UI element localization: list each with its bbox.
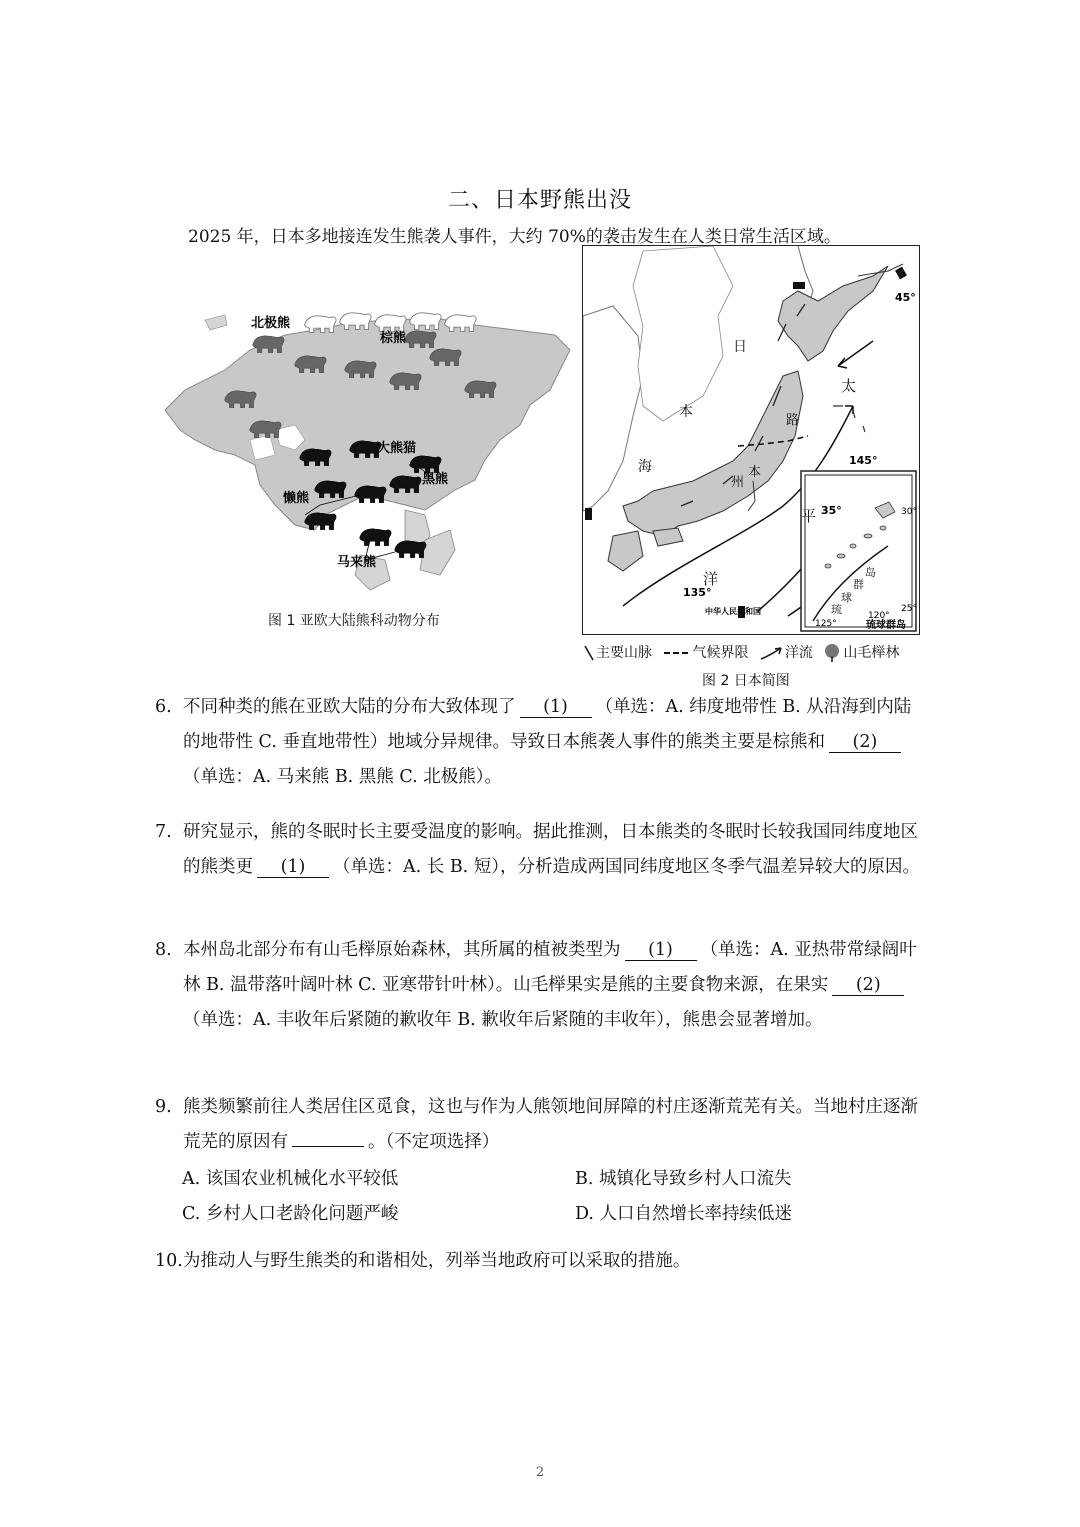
label-brown-bear: 棕熊 xyxy=(380,331,407,346)
label-ryukyu: 琉球群岛 xyxy=(866,620,906,631)
label-honshu-1: 本 xyxy=(748,465,762,480)
option-a[interactable]: A. 该国农业机械化水平较低 xyxy=(182,1169,399,1189)
mountain-icon xyxy=(582,644,596,662)
label-polar-bear: 北极熊 xyxy=(251,316,291,331)
label-sloth-bear: 懒熊 xyxy=(283,491,310,506)
label-sun-bear: 马来熊 xyxy=(337,555,377,570)
question-8 xyxy=(155,933,927,1038)
legend-current: 洋流 xyxy=(784,645,813,661)
label-lat30: 30° xyxy=(901,507,917,517)
figure2-legend xyxy=(582,642,927,664)
question-7 xyxy=(155,815,927,885)
figure2-caption: 图 2 日本简图 xyxy=(702,673,790,689)
label-lat25: 25° xyxy=(901,604,917,614)
label-lat35: 35° xyxy=(821,504,842,517)
label-black-bear: 黑熊 xyxy=(422,472,449,487)
question-text: （单选：A. 长 B. 短），分析造成两国同纬度地区冬季气温差异较大的原因。 xyxy=(333,857,921,877)
label-sea-2: 本 xyxy=(679,404,693,420)
option-c[interactable]: C. 乡村人口老龄化问题严峻 xyxy=(182,1204,399,1224)
question-text: 本州岛北部分布有山毛榉原始森林，其所属的植被类型为 xyxy=(183,940,621,960)
label-road: 路 xyxy=(786,413,800,428)
question-10 xyxy=(155,1247,690,1272)
question-number: 10. xyxy=(155,1251,183,1271)
answer-blank[interactable]: (1) xyxy=(520,697,592,718)
option-b[interactable]: B. 城镇化导致乡村人口流失 xyxy=(575,1169,792,1189)
question-text: 。（不定项选择） xyxy=(368,1132,500,1152)
answer-blank[interactable]: (2) xyxy=(829,732,901,753)
page-number: 2 xyxy=(535,1465,545,1480)
question-number: 7. xyxy=(155,822,172,842)
answer-blank[interactable]: (1) xyxy=(625,940,697,961)
eurasia-map-graphic xyxy=(155,290,575,600)
figure1-map xyxy=(155,290,575,600)
question-text: （单选：A. 马来熊 B. 黑熊 C. 北极熊）。 xyxy=(183,767,503,787)
label-ryukyu-1: 琉 xyxy=(831,603,842,616)
label-ocean-3: 洋 xyxy=(703,570,719,588)
label-ryukyu-4: 岛 xyxy=(865,566,876,579)
label-prc: 中华人民共和国 xyxy=(705,607,761,616)
legend-climate: 气候界限 xyxy=(692,645,749,661)
label-ocean-2: 平 xyxy=(801,507,817,525)
question-text: （单选：A. 丰收年后紧随的歉收年 B. 歉收年后紧随的丰收年），熊患会显著增加。 xyxy=(183,1010,823,1030)
label-lon135: 135° xyxy=(683,586,712,599)
question-number: 6. xyxy=(155,697,172,717)
question-number: 8. xyxy=(155,940,172,960)
question-text: 为推动人与野生熊类的和谐相处，列举当地政府可以采取的措施。 xyxy=(182,1251,691,1271)
label-lon145: 145° xyxy=(849,454,878,467)
label-honshu-2: 州 xyxy=(731,475,745,490)
legend-mountain: 主要山脉 xyxy=(596,645,652,661)
label-lon120: 120° xyxy=(868,611,890,621)
answer-blank[interactable]: (2) xyxy=(832,975,904,996)
japan-map-graphic xyxy=(583,246,918,633)
question-text: （单选：A. 纬度地带性 B. 从沿海到内陆的地带性 C. 垂直地带性）地域分异规律。导致日本熊袭人事件的熊类主要是棕熊和 xyxy=(183,697,912,752)
question-text: 熊类频繁前往人类居住区觅食，这也与作为人熊领地间屏障的村庄逐渐荒芜有关。当地村庄逐渐荒芜的原因有 xyxy=(183,1097,918,1152)
question-text: （单选：A. 亚热带常绿阔叶林 B. 温带落叶阔叶林 C. 亚寒带针叶林）。山毛榉果实是熊的主要食物来源，在果实 xyxy=(183,940,917,995)
label-lon125: 125° xyxy=(815,619,837,629)
question-6 xyxy=(155,690,927,795)
answer-blank[interactable]: (1) xyxy=(257,857,329,878)
figure1-caption: 图 1 亚欧大陆熊科动物分布 xyxy=(268,613,440,629)
option-d[interactable]: D. 人口自然增长率持续低迷 xyxy=(575,1204,793,1224)
label-panda: 大熊猫 xyxy=(377,441,417,456)
label-ryukyu-2: 球 xyxy=(841,591,852,604)
label-sea-1: 日 xyxy=(733,339,747,355)
question-9 xyxy=(155,1090,927,1160)
climate-boundary-icon xyxy=(662,644,692,662)
figure2-map xyxy=(582,245,920,635)
tree-icon xyxy=(821,643,843,663)
question-number: 9. xyxy=(155,1097,172,1117)
label-lat45: 45° xyxy=(895,291,916,304)
question-text: 研究显示，熊的冬眠时长主要受温度的影响。据此推测，日本熊类的冬眠时长较我国同纬度地区的熊类更 xyxy=(183,822,918,877)
current-arrow-icon xyxy=(759,644,785,662)
intro-text: 2025 年，日本多地接连发生熊袭人事件，大约 70%的袭击发生在人类日常生活区域。 xyxy=(188,227,841,247)
question-text: 不同种类的熊在亚欧大陆的分布大致体现了 xyxy=(183,697,516,717)
label-ryukyu-3: 群 xyxy=(853,578,864,591)
answer-blank[interactable] xyxy=(292,1146,364,1147)
label-sea-3: 海 xyxy=(638,459,652,475)
legend-beech: 山毛榉林 xyxy=(843,645,900,661)
section-title: 二、日本野熊出没 xyxy=(447,188,632,213)
label-ocean-1: 太 xyxy=(841,377,857,395)
